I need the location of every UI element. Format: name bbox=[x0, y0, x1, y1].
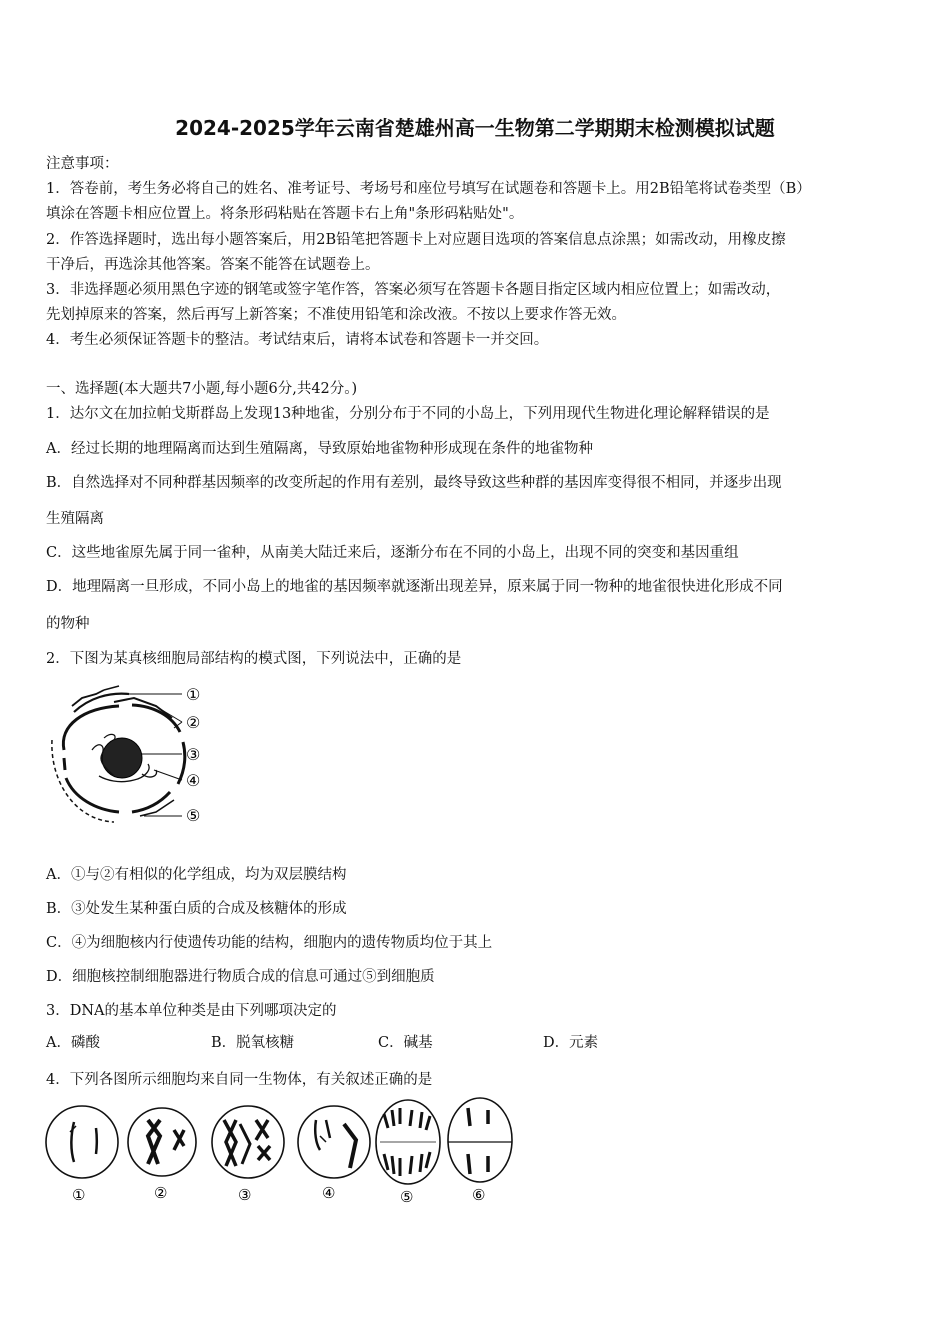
question-3-option-d: D．元素 bbox=[543, 1035, 599, 1051]
question-2-option-d: D．细胞核控制细胞器进行物质合成的信息可通过⑤到细胞质 bbox=[46, 969, 435, 985]
nucleus-diagram bbox=[44, 680, 219, 830]
cell-label-3: ③ bbox=[238, 1186, 252, 1204]
cell-6 bbox=[448, 1098, 512, 1204]
question-1-option-d: D．地理隔离一旦形成，不同小岛上的地雀的基因频率就逐渐出现差异，原来属于同一物种的地雀很快进化形成不同 bbox=[46, 579, 783, 595]
question-2-option-b: B．③处发生某种蛋白质的合成及核糖体的形成 bbox=[46, 901, 347, 917]
question-3-options bbox=[46, 1031, 646, 1053]
notice-line: 干净后，再选涂其他答案。答案不能答在试题卷上。 bbox=[46, 257, 380, 273]
notice-line: 4．考生必须保证答题卡的整洁。考试结束后，请将本试卷和答题卡一并交回。 bbox=[46, 332, 549, 348]
question-1-option-c: C．这些地雀原先属于同一雀种，从南美大陆迁来后，逐渐分布在不同的小岛上，出现不同的突变和基因重组 bbox=[46, 545, 739, 561]
cell-label-2: ② bbox=[154, 1184, 168, 1202]
diagram-label-1: ① bbox=[186, 685, 201, 704]
question-2-stem: 2．下图为某真核细胞局部结构的模式图，下列说法中，正确的是 bbox=[46, 651, 462, 667]
cell-2 bbox=[128, 1108, 196, 1202]
cell-5 bbox=[376, 1100, 440, 1206]
question-1-option-d-cont: 的物种 bbox=[46, 616, 90, 632]
cell-1 bbox=[46, 1106, 118, 1204]
cell-4 bbox=[298, 1106, 370, 1202]
cell-label-5: ⑤ bbox=[400, 1188, 414, 1206]
question-3-option-a: A．磷酸 bbox=[46, 1035, 100, 1051]
diagram-label-5: ⑤ bbox=[186, 806, 201, 825]
cell-label-4: ④ bbox=[322, 1184, 336, 1202]
notice-line: 3．非选择题必须用黑色字迹的钢笔或签字笔作答，答案必须写在答题卡各题目指定区域内相应位置上；如需改动， bbox=[46, 282, 781, 298]
notice-line: 2．作答选择题时，选出每小题答案后，用2B铅笔把答题卡上对应题目选项的答案信息点涂黑；如需改动，用橡皮擦 bbox=[46, 232, 786, 248]
question-4-stem: 4．下列各图所示细胞均来自同一生物体，有关叙述正确的是 bbox=[46, 1072, 433, 1088]
diagram-label-2: ② bbox=[186, 713, 201, 732]
question-3-option-c: C．碱基 bbox=[378, 1035, 433, 1051]
question-1-stem: 1．达尔文在加拉帕戈斯群岛上发现13种地雀，分别分布于不同的小岛上，下列用现代生物进化理论解释错误的是 bbox=[46, 406, 770, 422]
question-3-stem: 3．DNA的基本单位种类是由下列哪项决定的 bbox=[46, 1003, 337, 1019]
question-2-option-a: A．①与②有相似的化学组成，均为双层膜结构 bbox=[46, 867, 347, 883]
notice-line: 1．答卷前，考生务必将自己的姓名、准考证号、考场号和座位号填写在试题卷和答题卡上。用2B铅笔将试卷类型（B） bbox=[46, 181, 811, 197]
cell-division-diagram bbox=[44, 1094, 524, 1209]
cell-label-1: ① bbox=[72, 1186, 86, 1204]
cell-label-6: ⑥ bbox=[472, 1186, 486, 1204]
question-1-option-b: B．自然选择对不同种群基因频率的改变所起的作用有差别，最终导致这些种群的基因库变得很不相同，并逐步出现 bbox=[46, 475, 782, 491]
question-1-option-a: A．经过长期的地理隔离而达到生殖隔离，导致原始地雀物种形成现在条件的地雀物种 bbox=[46, 441, 593, 457]
page-title: 2024-2025学年云南省楚雄州高一生物第二学期期末检测模拟试题 bbox=[175, 116, 775, 140]
notice-heading: 注意事项： bbox=[46, 156, 119, 172]
question-1-option-b-cont: 生殖隔离 bbox=[46, 511, 104, 527]
section-heading: 一、选择题(本大题共7小题,每小题6分,共42分。) bbox=[46, 381, 358, 397]
cell-3 bbox=[212, 1106, 284, 1204]
diagram-label-3: ③ bbox=[186, 745, 201, 764]
question-3-option-b: B．脱氧核糖 bbox=[211, 1035, 295, 1051]
notice-line: 填涂在答题卡相应位置上。将条形码粘贴在答题卡右上角"条形码粘贴处"。 bbox=[46, 206, 524, 222]
question-2-option-c: C．④为细胞核内行使遗传功能的结构，细胞内的遗传物质均位于其上 bbox=[46, 935, 493, 951]
diagram-label-4: ④ bbox=[186, 771, 201, 790]
notice-line: 先划掉原来的答案，然后再写上新答案；不准使用铅笔和涂改液。不按以上要求作答无效。 bbox=[46, 307, 626, 323]
